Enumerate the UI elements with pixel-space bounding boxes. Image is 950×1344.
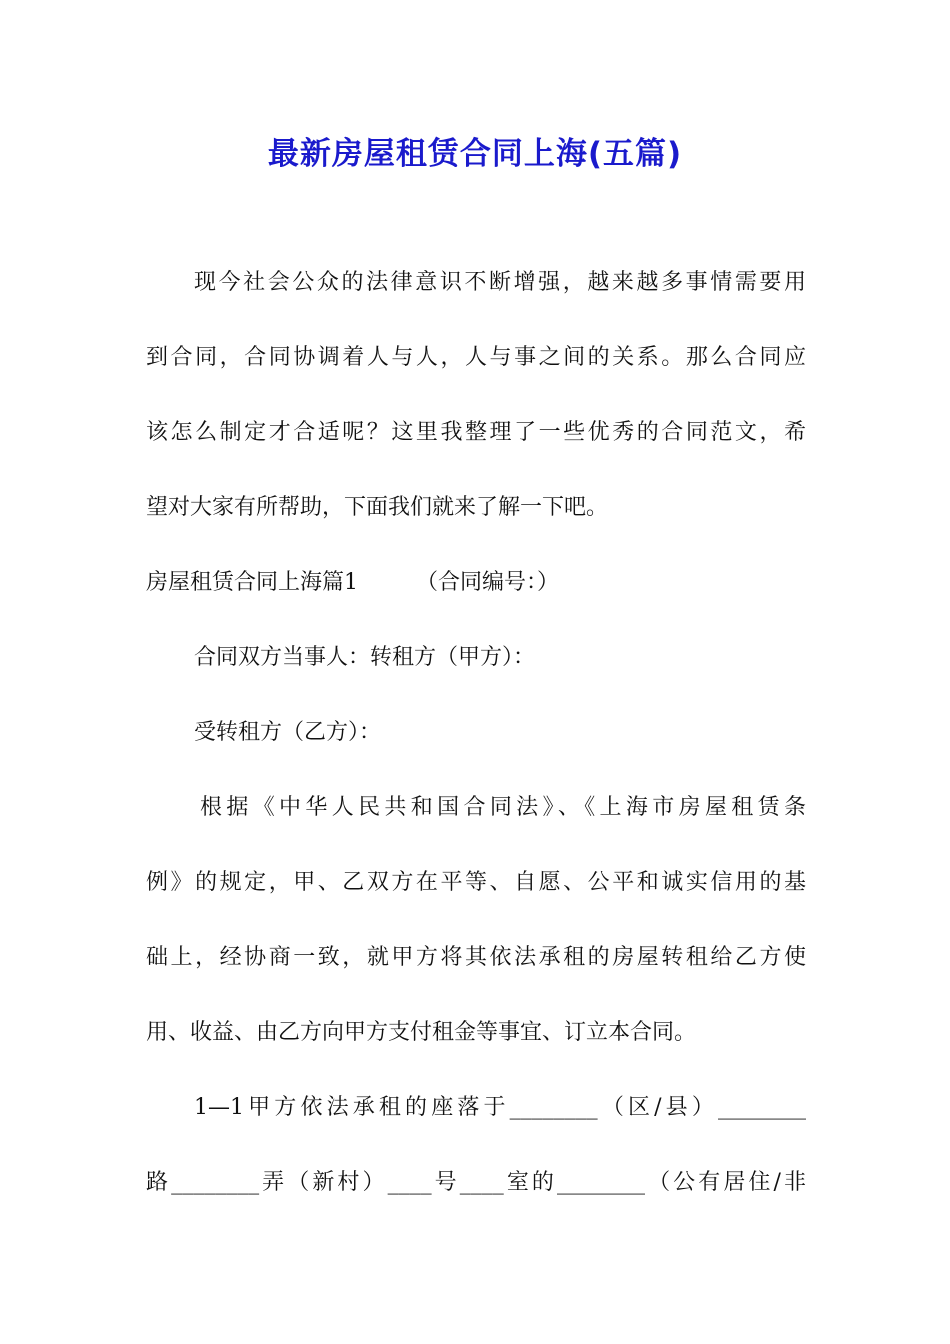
intro-line-2: 到合同，合同协调着人与人，人与事之间的关系。那么合同应 xyxy=(146,345,806,370)
basis-line-2: 例》的规定，甲、乙双方在平等、自愿、公平和诚实信用的基 xyxy=(146,870,806,895)
clause-1-1-line-2: 路________弄（新村）____号____室的________（公有居住/非 xyxy=(146,1170,806,1195)
basis-line-3: 础上，经协商一致，就甲方将其依法承租的房屋转租给乙方使 xyxy=(146,945,806,970)
clause-1-1-line-1: 1—1甲方依法承租的座落于________（区/县）________ xyxy=(194,1095,806,1120)
document-title: 最新房屋租赁合同上海(五篇) xyxy=(267,136,683,172)
section-heading-line xyxy=(146,568,806,598)
basis-line-1: 根据《中华人民共和国合同法》、《上海市房屋租赁条 xyxy=(200,795,806,820)
intro-line-3: 该怎么制定才合适呢？这里我整理了一些优秀的合同范文，希 xyxy=(146,420,806,445)
intro-line-4: 望对大家有所帮助，下面我们就来了解一下吧。 xyxy=(146,495,609,520)
intro-line-1: 现今社会公众的法律意识不断增强，越来越多事情需要用 xyxy=(194,270,806,295)
section-heading: 房屋租赁合同上海篇1 xyxy=(146,570,358,595)
sublessee-line: 受转租方（乙方）： xyxy=(194,720,382,745)
basis-line-4: 用、收益、由乙方向甲方支付租金等事宜、订立本合同。 xyxy=(146,1020,697,1045)
parties-line: 合同双方当事人：转租方（甲方）： xyxy=(194,645,536,670)
contract-number-label: （合同编号：） xyxy=(416,570,560,595)
